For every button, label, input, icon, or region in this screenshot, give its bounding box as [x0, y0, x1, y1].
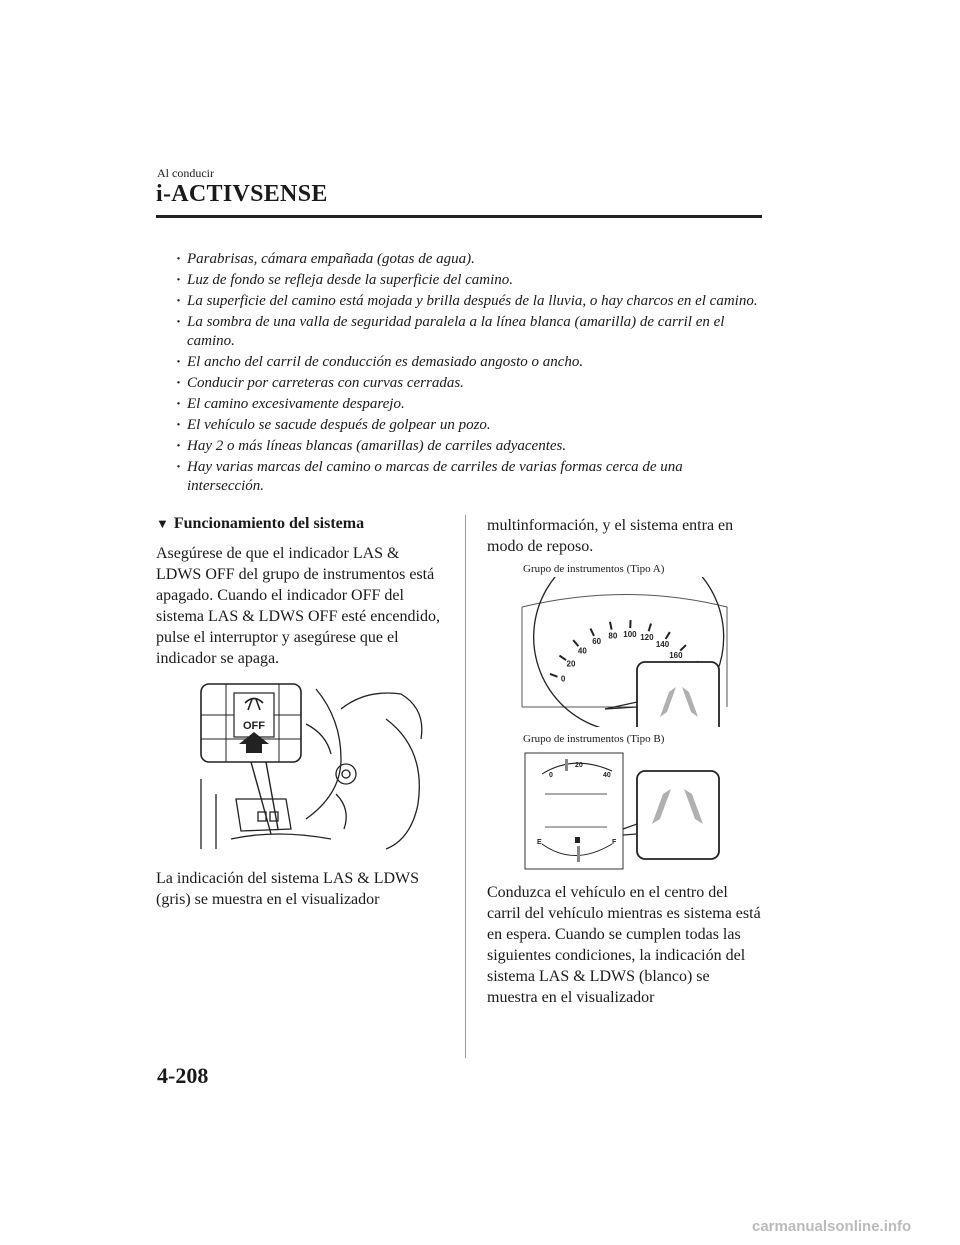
speedo-tick [680, 645, 686, 651]
paragraph: Asegúrese de que el indicador LAS & LDWS OFF del grupo de instrumentos está apagado. Cuando el indicador OFF del sistema LAS & LDWS OFF esté encendido, pulse el interruptor y asegúrese que el indicador se apaga. [156, 545, 440, 667]
right-column [487, 515, 762, 1008]
speedo-tick [573, 640, 578, 646]
temp-tick-label: 0 [549, 772, 553, 779]
section-title: i-ACTIVSENSE [156, 181, 328, 207]
speedo-tick-label: 40 [577, 646, 587, 656]
figure-caption: Grupo de instrumentos (Tipo A) [523, 563, 665, 575]
subsection-heading [156, 515, 446, 533]
list-item: · Hay 2 o más líneas blancas (amarillas) de carriles adyacentes. [187, 437, 762, 456]
speedo-tick-label: 100 [623, 630, 637, 640]
cluster-type-a-illustration [487, 577, 762, 727]
speedo-tick-label: 20 [566, 659, 576, 669]
list-item: · La superficie del camino está mojada y brilla después de la lluvia, o hay charcos en el camino. [187, 292, 762, 311]
fuel-full-label: F [612, 839, 617, 846]
speedo-tick-label: 120 [640, 632, 654, 642]
speedo-tick [559, 656, 566, 661]
speedo-tick [590, 629, 594, 636]
title-rule [156, 215, 762, 218]
speedo-tick [610, 622, 612, 630]
watermark: carmanualsonline.info [752, 1218, 912, 1235]
figure-caption: Grupo de instrumentos (Tipo B) [523, 733, 665, 745]
callout-box-a [637, 662, 719, 727]
speedo-tick-label: 0 [560, 674, 566, 684]
switch-illustration [156, 679, 446, 854]
list-item: · Parabrisas, cámara empañada (gotas de agua). [187, 250, 762, 269]
left-column [156, 515, 446, 910]
section-label: Al conducir [157, 166, 214, 180]
cluster-type-b-illustration [487, 749, 762, 874]
speedo-tick-label: 80 [608, 631, 618, 641]
triangle-marker-icon: ▼ [156, 516, 169, 531]
column-divider [465, 515, 466, 1058]
subsection-heading-text: Funcionamiento del sistema [173, 515, 365, 532]
list-item: · El vehículo se sacude después de golpear un pozo. [187, 416, 762, 435]
list-item: · El ancho del carril de conducción es demasiado angosto o ancho. [187, 353, 762, 372]
speedo-tick-label: 160 [669, 650, 683, 660]
callout-box-b [637, 771, 719, 859]
switch-off-label: OFF [243, 720, 265, 732]
condition-list [187, 250, 762, 498]
page-number: 4-208 [157, 1063, 209, 1088]
temp-tick-label: 20 [575, 762, 583, 769]
speedo-tick-label: 140 [655, 640, 670, 650]
list-item: · La sombra de una valla de seguridad paralela a la línea blanca (amarilla) de carril en el camino. [187, 313, 762, 351]
list-item: · Hay varias marcas del camino o marcas de carriles de varias formas cerca de una intersección. [187, 458, 762, 496]
speedo-tick [666, 632, 670, 639]
list-item: · Conducir por carreteras con curvas cerradas. [187, 374, 762, 393]
speedo-tick [550, 674, 558, 677]
fuel-pump-icon [575, 837, 580, 843]
list-item: · El camino excesivamente desparejo. [187, 395, 762, 414]
list-item: · Luz de fondo se refleja desde la superficie del camino. [187, 271, 762, 290]
speedo-tick-label: 60 [592, 637, 602, 647]
paragraph: multinformación, y el sistema entra en modo de reposo. [487, 517, 734, 555]
fuel-empty-label: E [537, 839, 542, 846]
temp-tick-label: 40 [603, 772, 611, 779]
paragraph: Conduzca el vehículo en el centro del carril del vehículo mientras es sistema está en espera. Cuando se cumplen todas las siguientes condiciones, la indicación del sistema LAS & LDWS (blanco) se muestra en el visualizador [487, 884, 761, 1006]
paragraph: La indicación del sistema LAS & LDWS (gris) se muestra en el visualizador [156, 870, 420, 908]
speedo-tick [649, 624, 651, 632]
